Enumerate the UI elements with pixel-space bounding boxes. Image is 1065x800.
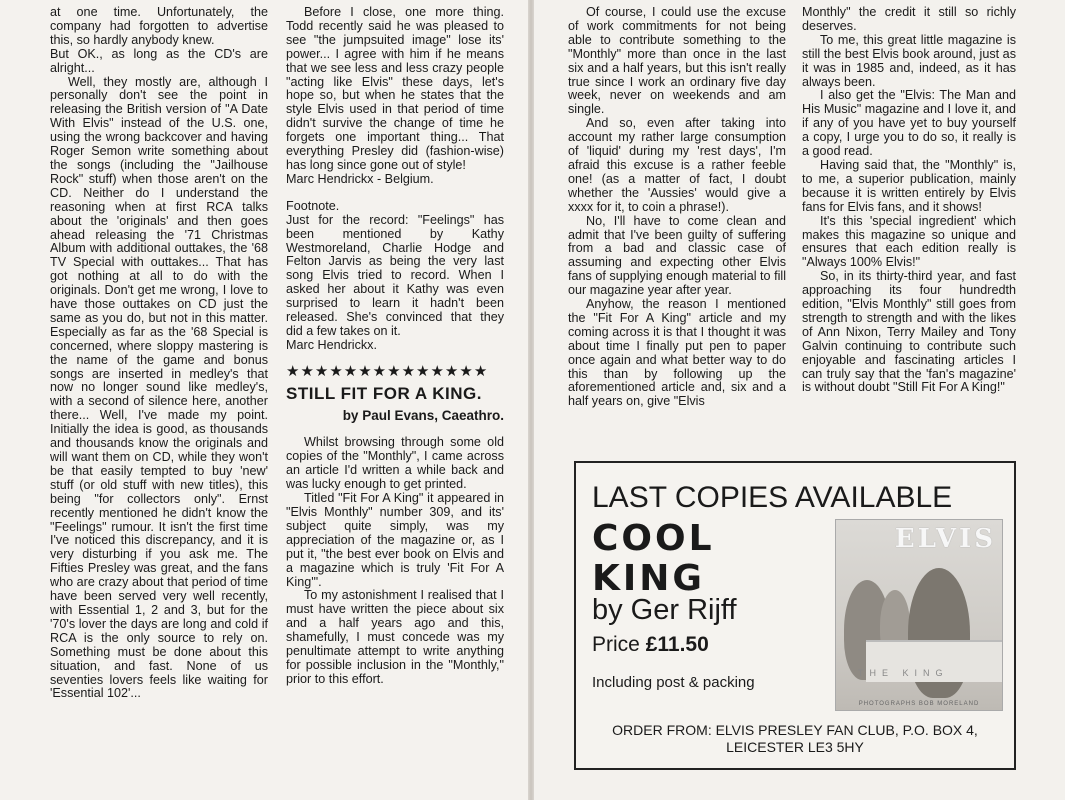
paragraph: No, I'll have to come clean and admit that I've been guilty of suffering from a bad and classic case of assuming and expecting other Elvis fans of supplying enough material to fill our magazine year after year. <box>568 213 786 298</box>
cover-subtitle: THE KING <box>858 668 949 678</box>
left-page <box>0 0 528 800</box>
paragraph: Whilst browsing through some old copies of the "Monthly", I came across an article I'd written a while back and was lucky enough to get printed. <box>286 435 504 492</box>
ad-book-title <box>592 519 715 599</box>
book-advertisement <box>574 461 1016 770</box>
book-cover-image <box>835 519 1003 711</box>
letter-paragraph: Before I close, one more thing. Todd recently said he was pleased to see "the jumpsuited image" lose its' power... I agree with him if he means that we see less and less crazy people "acting like Elvis" these days, let's hope so, but when he states that the style Elvis used in that period of time didn't survive the change of time he forgets one important thing... That everything Presley did (fashion-wise) has long since gone out of style! <box>286 5 504 172</box>
star-divider: ★★★★★★★★★★★★★★ <box>286 362 489 380</box>
paragraph: To me, this great little magazine is still the best Elvis book around, just as it was in 1985 and, indeed, as it has always been. <box>802 32 1016 89</box>
cover-credit: PHOTOGRAPHS BOB MORELAND <box>858 701 980 707</box>
price-label: Price <box>592 633 640 656</box>
ad-book-title-line: KING <box>592 558 705 599</box>
paragraph: Titled "Fit For A King" it appeared in "Elvis Monthly" number 309, and its' subject quite simply, was my appreciation of the magazine or, as I put it, "the best ever book on Elvis and a magazine which is truly 'Fit For A King'". <box>286 491 504 589</box>
paragraph: Well, they mostly are, although I personally don't see the point in releasing the British version of "A Date With Elvis" instead of the U.S. one, using the wrong backcover and having Roger Semon write something about the songs (including the "Jailhouse Rock" stuff) when those aren't on the CD. Neither do I understand the reasoning when at first RCA talks about the 'originals' and then goes ahead releasing the '71 Christmas Album with additional outtakes, the '68 TV Special with outtakes... That has got nothing at all to do with the originals. Don't get me wrong, I love to have those outtakes on CD just the same as you do, but not in this matter. Especially as far as the '68 Special is concerned, where sloppy mastering is the name of the game and bonus songs are inserted in medley's that now no longer sound like medley's, with a second of silence here, another there... Well, I've made my point. Initially the idea is good, as thousands and thousands know the originals and will want them on CD, while they won't be that easily tempted to buy 'new' stuff (or old stuff with new titles), this being "for collectors only". Ernst recently mentioned he didn't know the "Feelings" rumour. It isn't the first time I've noticed this discrepancy, and it is very disturbing if you ask me. The Fifties Presley was great, and the fans who are crazy about that period of time have been served very well recently, with Essential 1, 2 and 3, but for the '70's lover the days are long and cold if RCA is the only source to rely on. Something must be done about this situation, and fast. None of us seventies lovers feels like waiting for 'Essential 102'... <box>50 74 268 701</box>
signature: Marc Hendrickx - Belgium. <box>286 171 434 186</box>
footnote-label: Footnote. <box>286 198 340 213</box>
paragraph: Monthly" the credit it still so richly deserves. <box>802 5 1016 33</box>
ad-postage-note: Including post & packing <box>592 674 755 691</box>
paragraph: Anyhow, the reason I mentioned the "Fit For A King" article and my coming across it is that I thought it was about time I finally put pen to paper once again and what better way to do this than by following up the aforementioned article and, six and a half years on, give "Elvis <box>568 297 786 409</box>
ad-headline: LAST COPIES AVAILABLE <box>592 481 953 514</box>
paragraph: It's this 'special ingredient' which makes this magazine so unique and ensures that each edition really is "Always 100% Elvis!" <box>802 213 1016 270</box>
ad-order-address <box>576 722 1014 756</box>
cover-title: ELVIS <box>894 524 996 554</box>
right-column-1 <box>568 6 786 409</box>
article-byline: by Paul Evans, Caeathro. <box>342 407 504 423</box>
order-line: ORDER FROM: ELVIS PRESLEY FAN CLUB, P.O. BOX 4, <box>612 722 978 738</box>
price-value: £11.50 <box>645 633 709 656</box>
ad-book-title-line: COOL <box>592 518 715 559</box>
left-column-1 <box>50 6 268 701</box>
footnote-text: Just for the record: "Feelings" has been mentioned by Kathy Westmoreland, Charlie Hodge and Felton Jarvis as being the very last song Elvis tried to record. When I asked her about it Kathy was even surprised to learn it hadn't been released. She's convinced that they did a few takes on it. <box>286 212 504 338</box>
paragraph: To my astonishment I realised that I must have written the piece about six and a half years ago and this, shamefully, I must concede was my penultimate attempt to write anything for possible inclusion in the "Monthly," prior to this effort. <box>286 588 504 686</box>
ad-price <box>592 633 709 657</box>
signature: Marc Hendrickx. <box>286 337 377 352</box>
paragraph: Of course, I could use the excuse of work commitments for not being able to contribute something to the "Monthly" more than once in the last six and a half years, but this isn't really true since I work an ordinary five day week, never on weekends and am single. <box>568 5 786 117</box>
paragraph: at one time. Unfortunately, the company had forgotten to advertise this, so hardly anybody knew. <box>50 5 268 47</box>
paragraph: Having said that, the "Monthly" is, to me, a superior publication, mainly because it is written entirely by Elvis fans for Elvis fans, and it shows! <box>802 157 1016 214</box>
right-column-2 <box>802 6 1016 395</box>
article-title: STILL FIT FOR A KING. <box>286 383 482 403</box>
left-column-2 <box>286 6 504 687</box>
paragraph: I also get the "Elvis: The Man and His Music" magazine and I love it, and if any of you have yet to buy yourself a copy, I urge you to do so, it really is a good read. <box>802 88 1016 159</box>
paragraph: So, in its thirty-third year, and fast approaching its four hundredth edition, "Elvis Monthly" still goes from strength to strength and with the likes of Ann Nixon, Terry Mailey and Tony Galvin continuing to contribute such enjoyable and fascinating articles I can truly say that the 'fan's magazine' is without doubt "Still Fit For A King!" <box>802 269 1016 395</box>
ad-author: by Ger Rijff <box>592 594 737 626</box>
paragraph: And so, even after taking into account my rather large consumption of 'liquid' during my 'rest days', I'm afraid this excuse is a rather feeble one! (as a matter of fact, I doubt whether the 'Aussies' would give a xxxx for it, to coin a phrase!). <box>568 116 786 214</box>
order-line: LEICESTER LE3 5HY <box>726 739 864 755</box>
paragraph: But OK., as long as the CD's are alright... <box>50 46 268 75</box>
